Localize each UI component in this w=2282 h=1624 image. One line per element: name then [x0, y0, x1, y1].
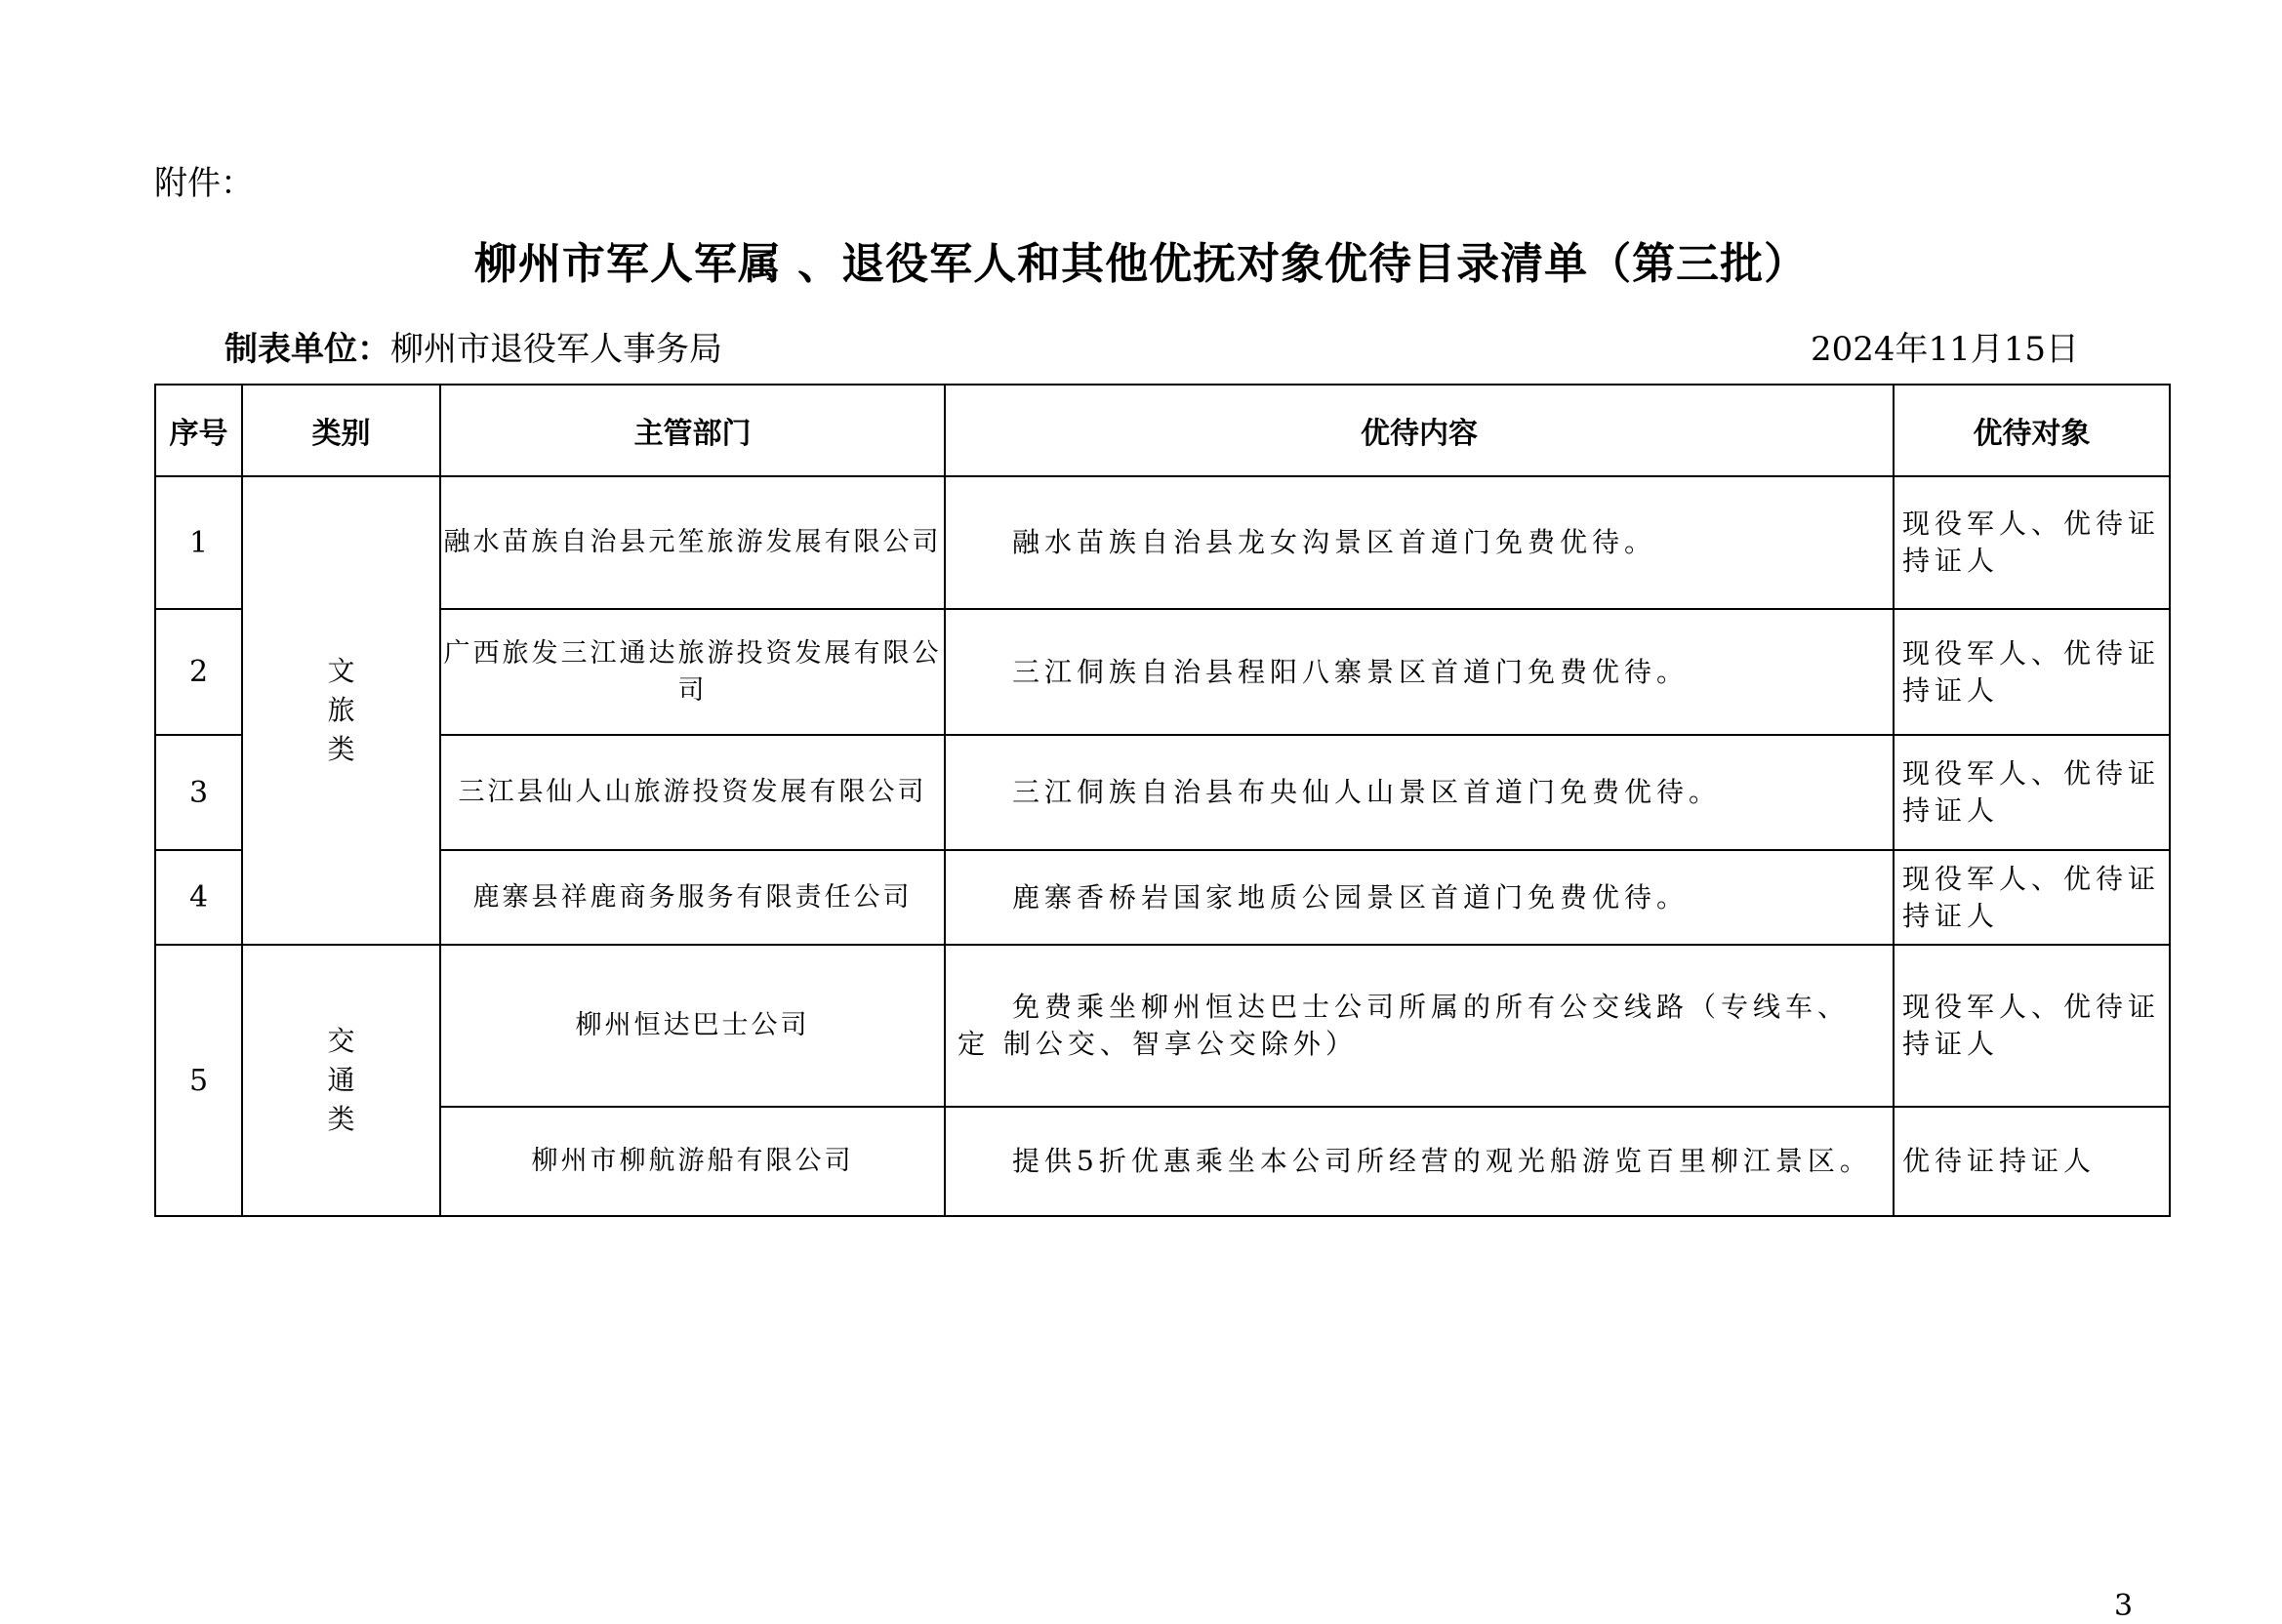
row-department: 广西旅发三江通达旅游投资发展有限公司: [440, 609, 945, 735]
header-target: 优待对象: [1894, 385, 2170, 476]
header-content: 优待内容: [945, 385, 1894, 476]
preferential-list-table: [154, 384, 2171, 1217]
row-target: 优待证持证人: [1894, 1107, 2170, 1216]
row-target: 现役军人、优待证持证人: [1894, 945, 2170, 1107]
category-transport: 交通类: [242, 945, 440, 1216]
page-number: 3: [2114, 1589, 2134, 1623]
row-target: 现役军人、优待证持证人: [1894, 735, 2170, 850]
row-target: 现役军人、优待证持证人: [1894, 476, 2170, 609]
maker-label: 制表单位：: [224, 330, 390, 369]
header-category: 类别: [242, 385, 440, 476]
row-content: 免费乘坐柳州恒达巴士公司所属的所有公交线路（专线车、定 制公交、智享公交除外）: [945, 945, 1894, 1107]
table-header-row: [155, 385, 2170, 476]
row-target: 现役军人、优待证持证人: [1894, 850, 2170, 945]
attachment-label: 附件：: [154, 164, 254, 203]
maker-value: 柳州市退役军人事务局: [390, 330, 722, 369]
header-department: 主管部门: [440, 385, 945, 476]
row-target: 现役军人、优待证持证人: [1894, 609, 2170, 735]
header-seq: 序号: [155, 385, 242, 476]
row-seq: 5: [155, 945, 242, 1216]
date-year: 2024: [1810, 330, 1895, 369]
row-department: 柳州市柳航游船有限公司: [440, 1107, 945, 1216]
row-seq: 4: [155, 850, 242, 945]
row-department: 柳州恒达巴士公司: [440, 945, 945, 1107]
table-row: [155, 476, 2170, 609]
table-row: [155, 1107, 2170, 1216]
date-month: 11: [1928, 330, 1971, 369]
table-row: [155, 609, 2170, 735]
date-day: 15: [2003, 330, 2046, 369]
date-year-char: 年: [1895, 330, 1929, 369]
category-culture-tourism: 文旅类: [242, 476, 440, 945]
row-seq: 3: [155, 735, 242, 850]
table-row: [155, 945, 2170, 1107]
meta-row: [224, 326, 2079, 373]
row-content: 三江侗族自治县程阳八寨景区首道门免费优待。: [945, 609, 1894, 735]
row-department: 融水苗族自治县元笙旅游发展有限公司: [440, 476, 945, 609]
row-seq: 2: [155, 609, 242, 735]
date-month-char: 月: [1970, 330, 2004, 369]
document-title: 柳州市军人军属 、退役军人和其他优抚对象优待目录清单（第三批）: [473, 239, 1809, 289]
row-content: 提供5折优惠乘坐本公司所经营的观光船游览百里柳江景区。: [945, 1107, 1894, 1216]
row-seq: 1: [155, 476, 242, 609]
date-day-char: 日: [2046, 330, 2079, 369]
document-date: [1811, 326, 2079, 373]
row-content: 融水苗族自治县龙女沟景区首道门免费优待。: [945, 476, 1894, 609]
row-content: 鹿寨香桥岩国家地质公园景区首道门免费优待。: [945, 850, 1894, 945]
table-row: [155, 735, 2170, 850]
table-row: [155, 850, 2170, 945]
row-department: 三江县仙人山旅游投资发展有限公司: [440, 735, 945, 850]
row-content: 三江侗族自治县布央仙人山景区首道门免费优待。: [945, 735, 1894, 850]
row-department: 鹿寨县祥鹿商务服务有限责任公司: [440, 850, 945, 945]
maker-unit: [224, 326, 722, 373]
